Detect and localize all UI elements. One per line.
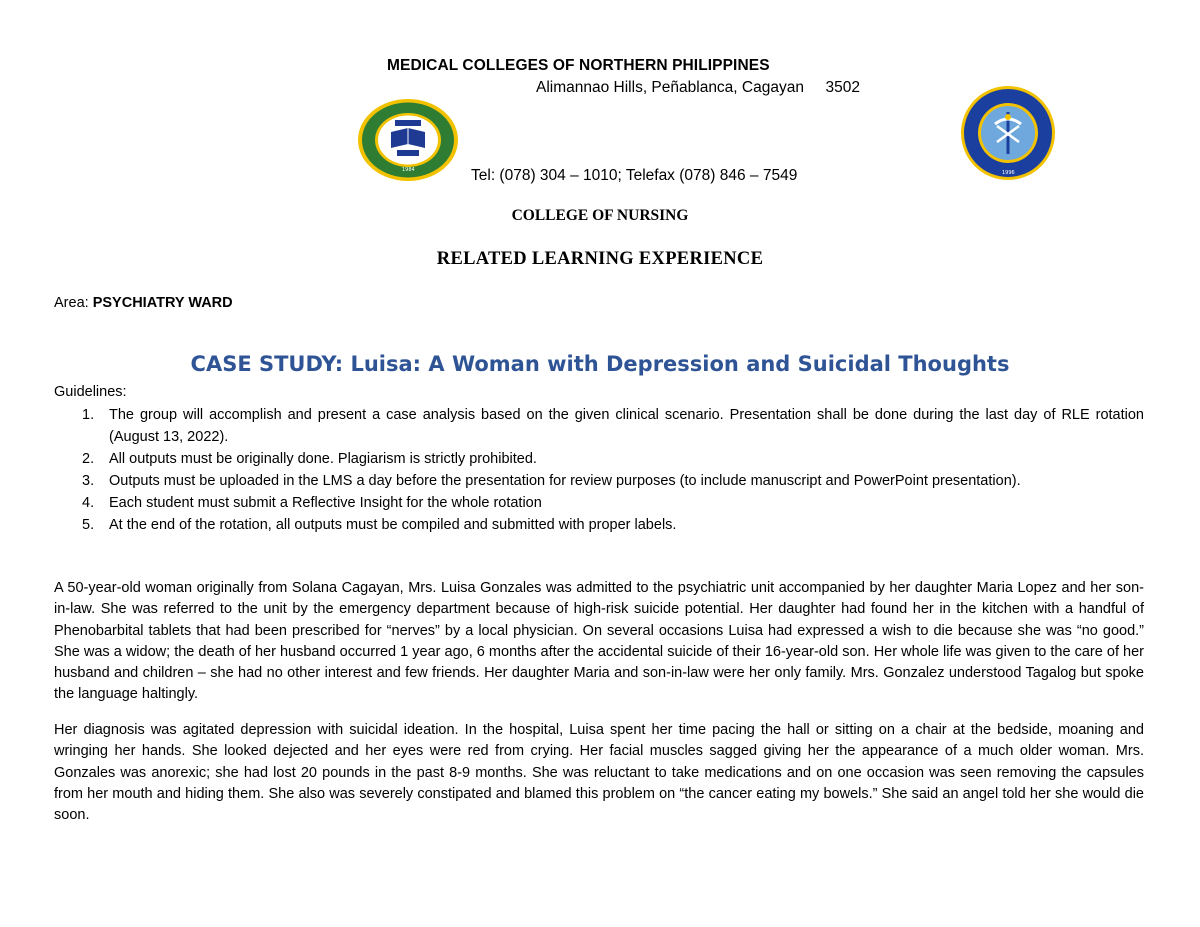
college-of-nursing-seal-icon — [959, 84, 1057, 182]
guideline-text: The group will accomplish and present a case analysis based on the given clinical scenario. Presentation shall be done during the last day of RLE rotation (August 13, 2022). — [109, 407, 1144, 445]
document-subtitle: RELATED LEARNING EXPERIENCE — [436, 249, 764, 269]
guideline-number: 3. — [82, 473, 95, 489]
svg-text:1984: 1984 — [402, 167, 415, 173]
guideline-item — [76, 448, 1144, 470]
case-paragraph-2: Her diagnosis was agitated depression with suicidal ideation. In the hospital, Luisa spent her time pacing the hall or sitting on a chair at the bedside, moaning and wringing her hands. She looked dejected and her eyes were red from crying. Her facial muscles sagged giving her the appearance of a much older woman. Mrs. Gonzales was anorexic; she had lost 20 pounds in the past 8-9 months. She was reluctant to take medications and on one occasion was seen removing the capsules from her mouth and hiding them. She also was severely constipated and blamed this problem on “the cancer eating my bowels.” She said an angel told her she would die soon. — [54, 722, 1144, 824]
guideline-text: Outputs must be uploaded in the LMS a day before the presentation for review purposes (to include manuscript and PowerPoint presentation). — [109, 473, 1021, 489]
area-line — [54, 295, 233, 311]
nursing-seal-graphic — [959, 84, 1057, 182]
mcnp-seal-icon — [357, 98, 459, 182]
guideline-text: All outputs must be originally done. Plagiarism is strictly prohibited. — [109, 451, 537, 467]
college-name: COLLEGE OF NURSING — [511, 207, 689, 224]
institution-contact: Tel: (078) 304 – 1010; Telefax (078) 846 – 7549 — [471, 167, 798, 184]
institution-address: Alimannao Hills, Peñablanca, Cagayan 3502 — [536, 79, 860, 96]
guideline-number: 2. — [82, 451, 95, 467]
guideline-number: 1. — [82, 407, 95, 423]
guideline-item — [76, 492, 1144, 514]
guideline-number: 5. — [82, 517, 95, 533]
guideline-item — [76, 470, 1144, 492]
case-paragraph-1: A 50-year-old woman originally from Solana Cagayan, Mrs. Luisa Gonzales was admitted to the psychiatric unit accompanied by her daughter Maria Lopez and her son-in-law. She was referred to the unit by the emergency department because of high-risk suicide potential. Her daughter had found her in the kitchen with a handful of Phenobarbital tablets that had been prescribed for “nerves” by a local physician. On several occasions Luisa had expressed a wish to die because she was “no good.” She was a widow; the death of her husband occurred 1 year ago, 6 months after the accidental suicide of their 16-year-old son. Her whole life was given to the care of her husband and children – she had no other interest and few friends. Her daughter Maria and son-in-law were her only family. Mrs. Gonzalez understood Tagalog but spoke the language haltingly. — [54, 580, 1144, 703]
guideline-item — [76, 404, 1144, 448]
area-label: Area: — [54, 295, 89, 311]
case-study-title: CASE STUDY: Luisa: A Woman with Depression and Suicidal Thoughts — [190, 352, 1010, 376]
guideline-number: 4. — [82, 495, 95, 511]
mcnp-seal-graphic — [357, 98, 459, 182]
area-value: PSYCHIATRY WARD — [92, 295, 233, 311]
svg-text:1996: 1996 — [1002, 170, 1015, 176]
guidelines-list — [76, 404, 1144, 536]
guideline-text: At the end of the rotation, all outputs must be compiled and submitted with proper labels. — [109, 517, 677, 533]
guideline-text: Each student must submit a Reflective Insight for the whole rotation — [109, 495, 542, 511]
guideline-item — [76, 514, 1144, 536]
guidelines-label: Guidelines: — [54, 384, 127, 400]
institution-name: MEDICAL COLLEGES OF NORTHERN PHILIPPINES — [387, 57, 770, 74]
